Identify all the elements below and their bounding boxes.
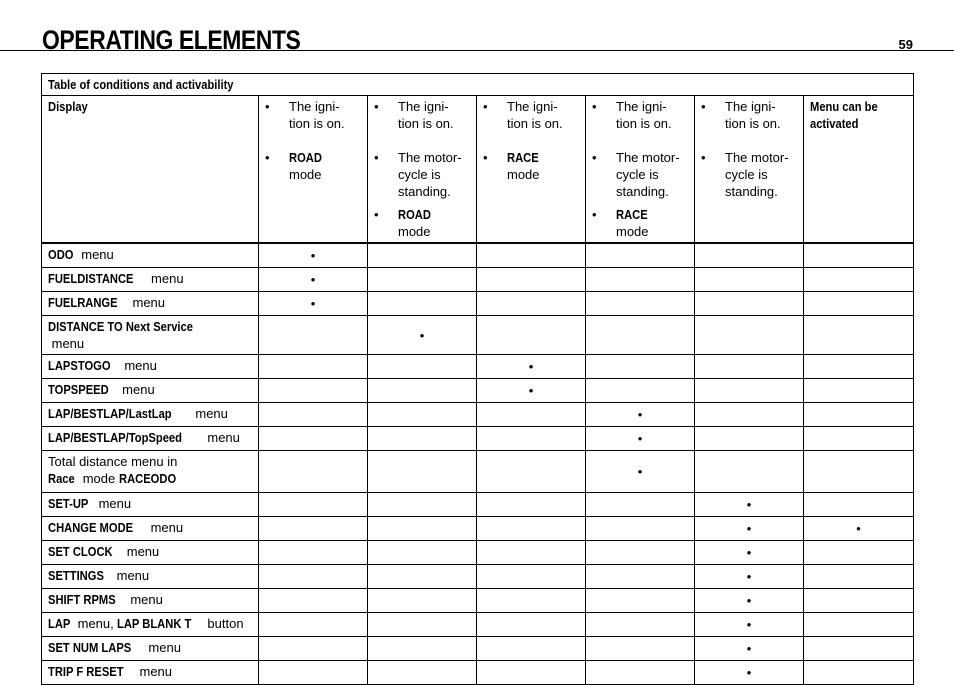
bullet-icon: • [746, 521, 752, 536]
menu-name-cell [42, 589, 259, 613]
activability-cell [586, 589, 695, 613]
activability-cell [695, 661, 804, 685]
activability-cell [804, 243, 914, 268]
condition-cell [368, 96, 477, 244]
activability-cell [586, 637, 695, 661]
page-title: OPERATING ELEMENTS [42, 25, 301, 55]
activability-cell [259, 451, 368, 493]
condition-text: The motor- cycle is standing. [725, 150, 789, 199]
menu-text: menu [77, 247, 114, 262]
activability-cell [804, 661, 914, 685]
menu-text: menu [128, 295, 166, 310]
bullet-icon: • [637, 464, 643, 479]
condition-text: The igni- tion is on. [725, 99, 781, 131]
bullet-icon: • [746, 665, 752, 680]
activability-cell [477, 243, 586, 268]
mode-name: RACE [507, 150, 539, 165]
activability-cell [259, 355, 368, 379]
activability-cell [368, 661, 477, 685]
condition-item [701, 149, 797, 200]
menu-text: menu [191, 406, 228, 421]
menu-name-cell [42, 427, 259, 451]
activability-cell [368, 613, 477, 637]
activability-cell [477, 565, 586, 589]
menu-name: FUELDISTANCE [48, 271, 134, 286]
activability-cell [804, 541, 914, 565]
menu-name-cell [42, 493, 259, 517]
condition-item [592, 149, 688, 200]
activability-cell [804, 517, 914, 541]
condition-item [265, 98, 361, 132]
menu-name: SET-UP [48, 496, 89, 511]
activability-cell [804, 493, 914, 517]
table-row [42, 243, 914, 268]
bullet-icon: • [483, 150, 488, 165]
table-row [42, 493, 914, 517]
bullet-icon: • [310, 248, 316, 263]
condition-item [374, 98, 470, 132]
activability-cell [804, 565, 914, 589]
menu-name: TRIP F RESET [48, 664, 124, 679]
table-row [42, 541, 914, 565]
activability-cell [586, 292, 695, 316]
table-row [42, 427, 914, 451]
condition-item [483, 149, 579, 183]
activability-cell [368, 637, 477, 661]
activability-cell [259, 589, 368, 613]
activability-cell [477, 427, 586, 451]
activability-cell [368, 427, 477, 451]
activability-cell [259, 268, 368, 292]
menu-text: menu [135, 664, 173, 679]
menu-name: SETTINGS [48, 568, 104, 583]
activability-cell [259, 316, 368, 355]
activability-cell [259, 613, 368, 637]
menu-text: menu [120, 358, 157, 373]
activability-cell [259, 493, 368, 517]
menu-name: RACEODO [118, 471, 176, 486]
activability-cell [586, 451, 695, 493]
activability-cell [368, 565, 477, 589]
activability-cell [586, 613, 695, 637]
bullet-icon: • [265, 99, 270, 114]
mode-name: RACE [616, 207, 648, 222]
menu-name: LAP/BESTLAP/LastLap [48, 406, 172, 421]
bullet-icon: • [528, 383, 534, 398]
menu-name-cell [42, 292, 259, 316]
activability-cell [804, 613, 914, 637]
menu-activatable-header: Menu can be activated [804, 96, 914, 244]
condition-text: The motor- cycle is standing. [616, 150, 680, 199]
bullet-icon: • [483, 99, 488, 114]
menu-name-cell [42, 243, 259, 268]
table-row [42, 661, 914, 685]
menu-name-cell [42, 613, 259, 637]
bullet-icon: • [746, 545, 752, 560]
menu-name-cell [42, 541, 259, 565]
header-divider [0, 50, 954, 51]
bullet-icon: • [746, 569, 752, 584]
activability-cell [586, 517, 695, 541]
table-row [42, 589, 914, 613]
activability-cell [368, 355, 477, 379]
condition-text: The igni- tion is on. [289, 99, 345, 131]
activability-cell [368, 541, 477, 565]
menu-name: SET NUM LAPS [48, 640, 132, 655]
bullet-icon: • [701, 99, 706, 114]
menu-name-cell [42, 517, 259, 541]
table-row [42, 292, 914, 316]
activability-cell [804, 451, 914, 493]
menu-text: menu [94, 496, 132, 511]
activability-cell [259, 243, 368, 268]
condition-item [483, 98, 579, 132]
activability-cell [695, 427, 804, 451]
activability-cell [804, 589, 914, 613]
condition-cell [259, 96, 368, 244]
table-row [42, 379, 914, 403]
condition-text: The motor- cycle is standing. [398, 150, 462, 199]
table-row [42, 316, 914, 355]
activability-cell [586, 565, 695, 589]
table-row [42, 565, 914, 589]
activability-cell [804, 292, 914, 316]
activability-cell [695, 292, 804, 316]
condition-cell [695, 96, 804, 244]
bullet-icon: • [592, 99, 597, 114]
activability-cell [368, 268, 477, 292]
menu-text: menu [118, 382, 155, 397]
menu-name: SET CLOCK [48, 544, 113, 559]
activability-cell [368, 403, 477, 427]
activability-cell [477, 661, 586, 685]
activability-cell [695, 355, 804, 379]
menu-text: menu [113, 568, 150, 583]
bullet-icon: • [592, 150, 597, 165]
activability-cell [259, 661, 368, 685]
menu-text: menu, [74, 616, 118, 631]
bullet-icon: • [856, 521, 861, 536]
menu-name: LAP BLANK T [117, 616, 192, 631]
bullet-icon: • [592, 207, 597, 222]
activability-cell [259, 541, 368, 565]
activability-cell [586, 427, 695, 451]
table-caption: Table of conditions and activability [42, 74, 914, 96]
activability-cell [586, 243, 695, 268]
activability-cell [477, 403, 586, 427]
menu-name-cell [42, 403, 259, 427]
bullet-icon: • [637, 407, 643, 422]
activability-cell [695, 565, 804, 589]
activability-cell [695, 451, 804, 493]
menu-name-cell [42, 565, 259, 589]
condition-item [374, 206, 470, 240]
table-row [42, 355, 914, 379]
activability-cell [477, 268, 586, 292]
activability-cell [586, 403, 695, 427]
table-row [42, 403, 914, 427]
menu-text: menu [48, 336, 85, 351]
activability-cell [695, 637, 804, 661]
activability-cell [695, 243, 804, 268]
table-row [42, 517, 914, 541]
condition-item [265, 149, 361, 183]
activability-cell [695, 316, 804, 355]
menu-name: Race [48, 471, 75, 486]
activability-cell [477, 541, 586, 565]
activability-cell [804, 403, 914, 427]
bullet-icon: • [746, 617, 752, 632]
activability-cell [259, 565, 368, 589]
table-row [42, 451, 914, 493]
activability-cell [477, 379, 586, 403]
bullet-icon: • [310, 296, 316, 311]
menu-name: SHIFT RPMS [48, 592, 116, 607]
bullet-icon: • [310, 272, 316, 287]
activability-cell [259, 517, 368, 541]
menu-text: menu [203, 430, 240, 445]
bullet-icon: • [374, 207, 379, 222]
activability-cell [259, 403, 368, 427]
activability-cell [586, 541, 695, 565]
condition-item [374, 149, 470, 200]
activability-cell [695, 541, 804, 565]
activability-cell [477, 451, 586, 493]
menu-name-cell [42, 355, 259, 379]
bullet-icon: • [374, 99, 379, 114]
condition-cell [586, 96, 695, 244]
activability-cell [804, 427, 914, 451]
table-row [42, 268, 914, 292]
activability-cell [368, 379, 477, 403]
bullet-icon: • [637, 431, 643, 446]
bullet-icon: • [265, 150, 270, 165]
activability-cell [586, 268, 695, 292]
bullet-icon: • [701, 150, 706, 165]
activability-cell [368, 451, 477, 493]
activability-cell [695, 589, 804, 613]
menu-text: menu [126, 592, 163, 607]
activability-cell [804, 355, 914, 379]
menu-name: LAP/BESTLAP/TopSpeed [48, 430, 182, 445]
activability-cell [586, 661, 695, 685]
condition-text: RACE mode [616, 207, 649, 239]
bullet-icon: • [746, 593, 752, 608]
activability-cell [804, 637, 914, 661]
menu-name-cell [42, 451, 259, 493]
activability-cell [477, 613, 586, 637]
activability-cell [695, 613, 804, 637]
mode-name: ROAD [398, 207, 431, 222]
menu-text: mode [79, 471, 119, 486]
menu-name: DISTANCE TO Next Service [48, 319, 193, 334]
menu-name-cell [42, 268, 259, 292]
activability-cell [586, 316, 695, 355]
menu-name-cell [42, 661, 259, 685]
activability-cell [368, 517, 477, 541]
activability-cell [586, 355, 695, 379]
menu-name: ODO [48, 247, 74, 262]
activability-cell [368, 493, 477, 517]
menu-text: menu [147, 271, 184, 286]
condition-text: The igni- tion is on. [616, 99, 672, 131]
activability-cell [368, 589, 477, 613]
condition-text: RACE mode [507, 150, 540, 182]
activability-cell [804, 268, 914, 292]
menu-name: CHANGE MODE [48, 520, 134, 535]
mode-name: ROAD [289, 150, 322, 165]
menu-text: menu [123, 544, 160, 559]
activability-cell [259, 379, 368, 403]
activability-cell [695, 379, 804, 403]
menu-name: LAP [48, 616, 71, 631]
activability-cell [368, 316, 477, 355]
condition-item [592, 98, 688, 132]
condition-item [592, 206, 688, 240]
activability-cell [477, 589, 586, 613]
menu-name-cell [42, 379, 259, 403]
activability-cell [259, 292, 368, 316]
menu-text: menu [146, 520, 184, 535]
activability-cell [477, 517, 586, 541]
table-row [42, 637, 914, 661]
activability-cell [477, 292, 586, 316]
activability-cell [477, 355, 586, 379]
activability-cell [586, 493, 695, 517]
condition-text: ROAD mode [398, 207, 431, 239]
condition-text: ROAD mode [289, 150, 322, 182]
condition-item [701, 98, 797, 132]
menu-text: Total distance menu in [48, 454, 178, 469]
activability-cell [477, 637, 586, 661]
table-row [42, 613, 914, 637]
page-number: 59 [898, 37, 913, 52]
bullet-icon: • [419, 327, 425, 343]
menu-name: FUELRANGE [48, 295, 118, 310]
condition-text: The igni- tion is on. [507, 99, 563, 131]
bullet-icon: • [746, 641, 752, 656]
condition-cell [477, 96, 586, 244]
activability-cell [259, 427, 368, 451]
activability-cell [695, 268, 804, 292]
activability-cell [804, 316, 914, 355]
activability-cell [259, 637, 368, 661]
menu-text: button [203, 616, 244, 631]
activability-cell [586, 379, 695, 403]
condition-text: The igni- tion is on. [398, 99, 454, 131]
bullet-icon: • [374, 150, 379, 165]
menu-name: TOPSPEED [48, 382, 109, 397]
activability-cell [804, 379, 914, 403]
bullet-icon: • [528, 359, 534, 374]
bullet-icon: • [746, 497, 752, 512]
activability-cell [695, 403, 804, 427]
activability-cell [477, 493, 586, 517]
menu-name-cell [42, 316, 259, 355]
menu-text: menu [144, 640, 181, 655]
activability-cell [368, 292, 477, 316]
display-label-cell: Display [42, 96, 259, 244]
activability-cell [477, 316, 586, 355]
menu-name-cell [42, 637, 259, 661]
menu-name: LAPSTOGO [48, 358, 111, 373]
activability-cell [368, 243, 477, 268]
activability-cell [695, 517, 804, 541]
activability-cell [695, 493, 804, 517]
conditions-table [41, 73, 914, 685]
